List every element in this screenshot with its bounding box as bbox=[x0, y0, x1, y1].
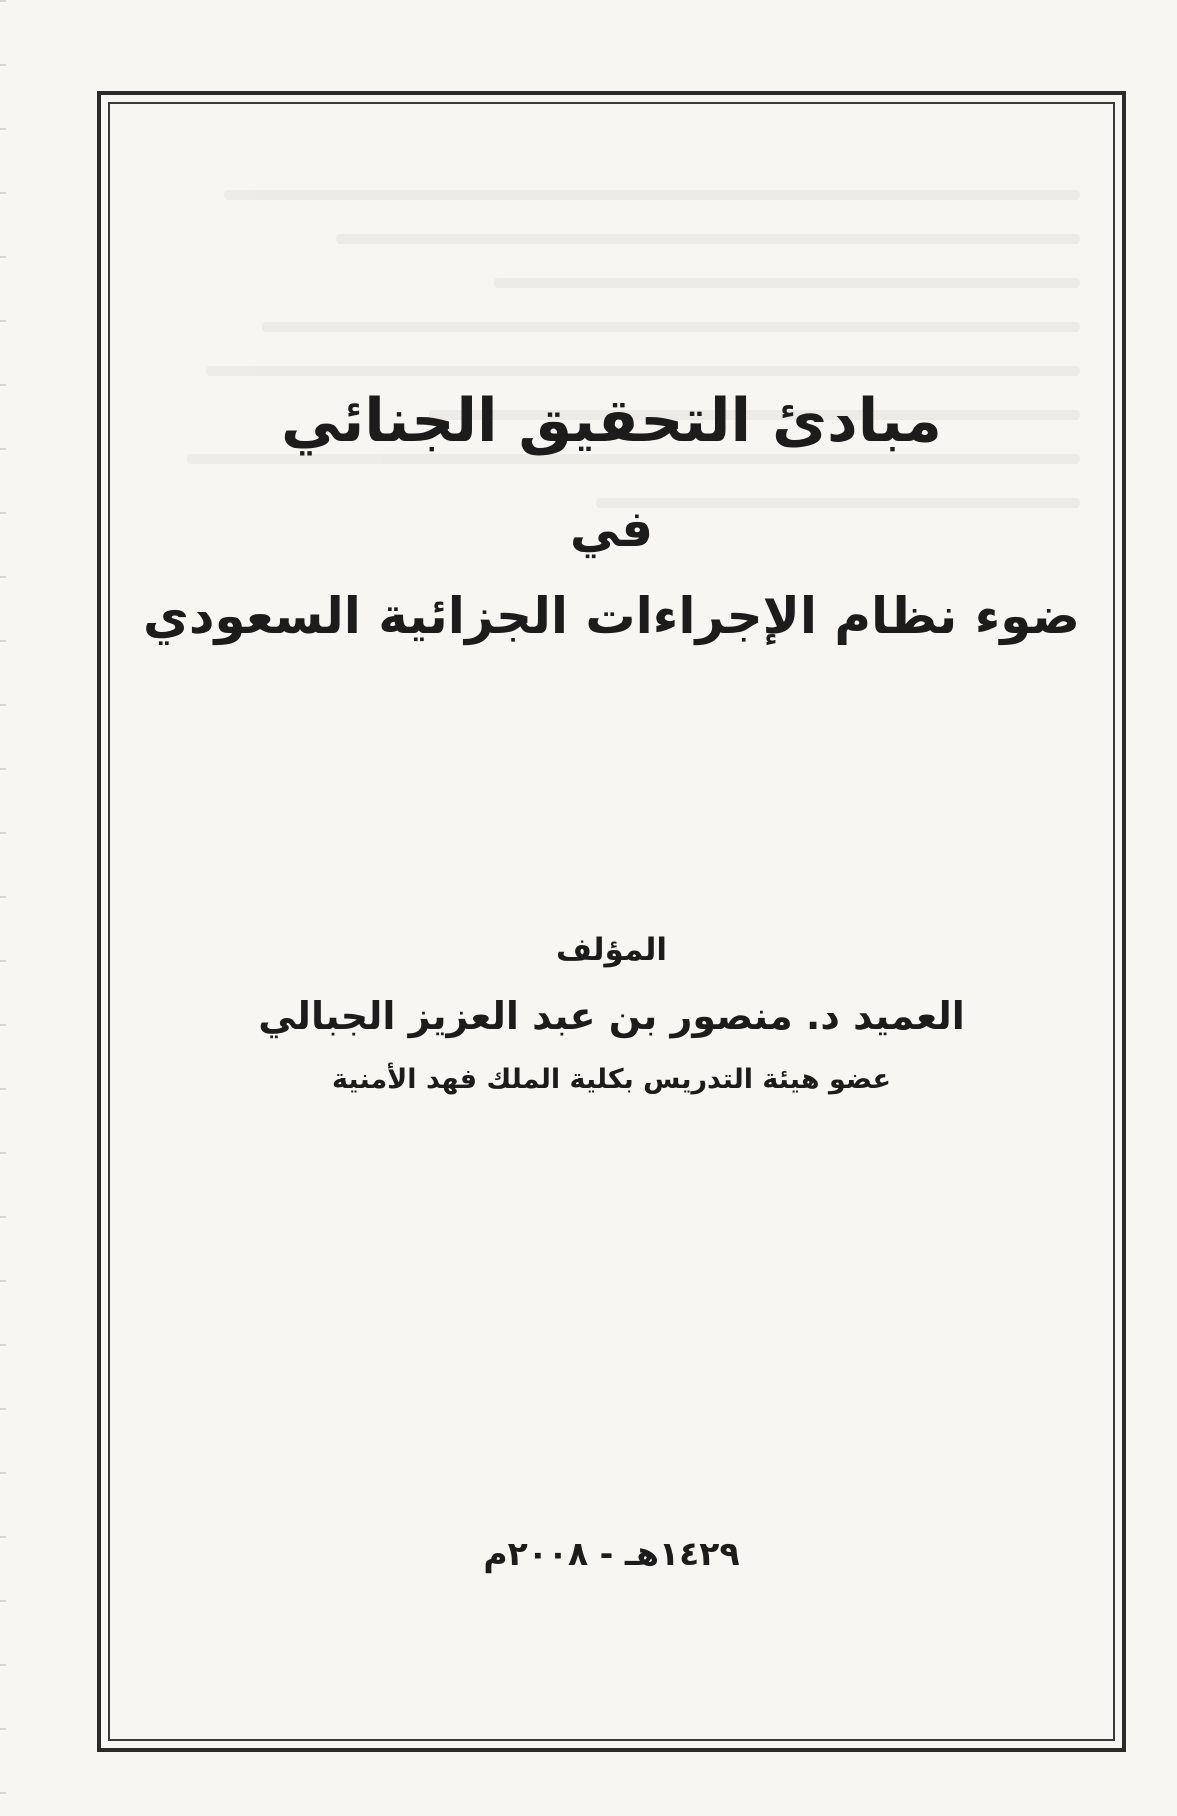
cover-content bbox=[108, 102, 1115, 1741]
book-subtitle: ضوء نظام الإجراءات الجزائية السعودي bbox=[143, 587, 1080, 645]
book-title: مبادئ التحقيق الجنائي bbox=[281, 386, 942, 456]
author-label: المؤلف bbox=[555, 932, 668, 968]
page-edge bbox=[0, 0, 6, 1816]
publication-date: ١٤٢٩هـ - ٢٠٠٨م bbox=[483, 1534, 740, 1573]
title-conjunction: في bbox=[569, 500, 654, 558]
author-affiliation: عضو هيئة التدريس بكلية الملك فهد الأمنية bbox=[332, 1064, 891, 1095]
author-name: العميد د. منصور بن عبد العزيز الجبالي bbox=[258, 994, 965, 1038]
